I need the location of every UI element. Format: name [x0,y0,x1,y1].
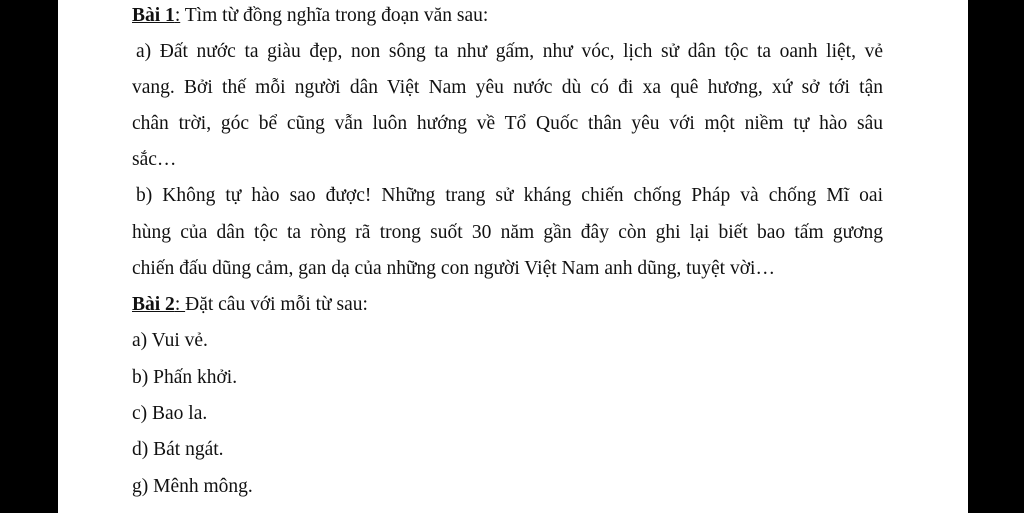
bai1-part-b-line-2: hùng của dân tộc ta ròng rã trong suốt 30 năm gần đây còn ghi lại biết bao tấm gương [132,222,883,243]
bai1-part-b-line-1: b) Không tự hào sao được! Những trang sử kháng chiến chống Pháp và chống Mĩ oai [136,185,883,206]
bai2-heading [132,293,368,317]
bai1-part-a-line-2: vang. Bởi thế mỗi người dân Việt Nam yêu nước dù có đi xa quê hương, xứ sở tới tận [132,77,883,98]
bai1-part-a-line-3: chân trời, góc bể cũng vẫn luôn hướng về Tổ Quốc thân yêu với một niềm tự hào sâu [132,113,883,134]
bai1-heading-text: Tìm từ đồng nghĩa trong đoạn văn sau: [180,5,489,26]
bai2-heading-colon: : [174,294,186,315]
bai2-heading-label: Bài 2 [132,294,175,315]
bai2-item: c) Bao la. [132,403,208,424]
bai2-item: d) Bát ngát. [132,439,224,460]
bai1-heading-label: Bài 1 [132,5,175,26]
bai2-heading-text: Đặt câu với mỗi từ sau: [185,294,368,315]
bai2-item: b) Phấn khởi. [132,367,238,388]
bai1-heading [132,4,488,28]
bai2-item: a) Vui vẻ. [132,330,208,351]
bai1-part-a-line-4: sắc… [132,149,177,170]
document-page [58,0,968,513]
bai1-heading-colon: : [174,5,181,26]
bai1-part-a-line-1: a) Đất nước ta giàu đẹp, non sông ta như gấm, như vóc, lịch sử dân tộc ta oanh liệt, vẻ [136,41,883,62]
bai1-part-b-line-3: chiến đấu dũng cảm, gan dạ của những con người Việt Nam anh dũng, tuyệt vời… [132,258,775,279]
bai2-item: g) Mênh mông. [132,476,253,497]
